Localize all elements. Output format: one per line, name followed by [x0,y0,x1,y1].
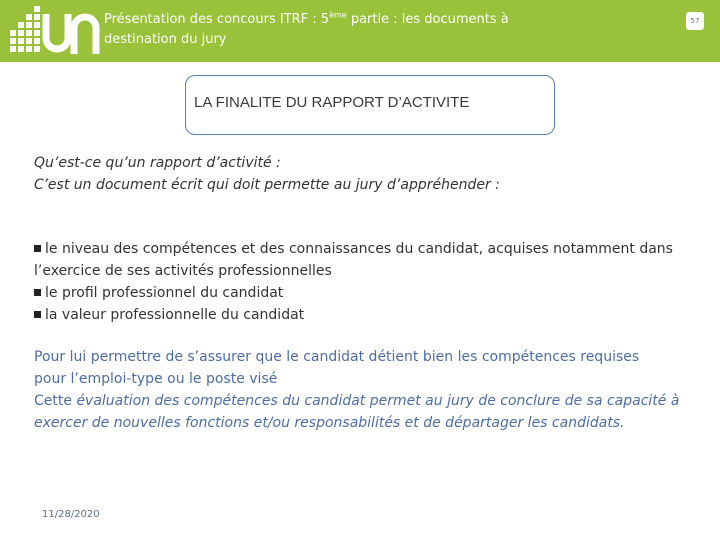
bullet-square-icon [34,289,41,296]
section-title: LA FINALITE DU RAPPORT D’ACTIVITE [194,94,470,111]
bullet-item: la valeur professionnelle du candidat [34,304,304,326]
section-title-box [185,75,555,135]
bullet-item-continuation: l’exercice de ses activités professionnelles [34,263,332,279]
intro-question: Qu’est-ce qu’un rapport d’activité : [34,155,281,171]
bullet-square-icon [34,245,41,252]
purpose-line: exercer de nouvelles fonctions et/ou responsabilités et de départager les candidats. [34,415,625,431]
purpose-line: Cette évaluation des compétences du candidat permet au jury de conclure de sa capacité à [34,393,680,409]
page-number: 57 [686,12,704,30]
bullet-item: le niveau des compétences et des connaissances du candidat, acquises notamment dans [34,238,673,260]
header-title: Présentation des concours ITRF : 5ème partie : les documents à destination du jury [104,10,509,47]
bullet-square-icon [34,311,41,318]
intro-definition: C’est un document écrit qui doit permette au jury d’appréhender : [34,177,500,193]
purpose-line: Pour lui permettre de s’assurer que le candidat détient bien les compétences requises [34,349,640,365]
header-banner [0,0,720,62]
footer-date: 11/28/2020 [42,509,100,520]
university-logo-icon [8,6,100,58]
bullet-item: le profil professionnel du candidat [34,282,283,304]
purpose-line: pour l’emploi-type ou le poste visé [34,371,278,387]
